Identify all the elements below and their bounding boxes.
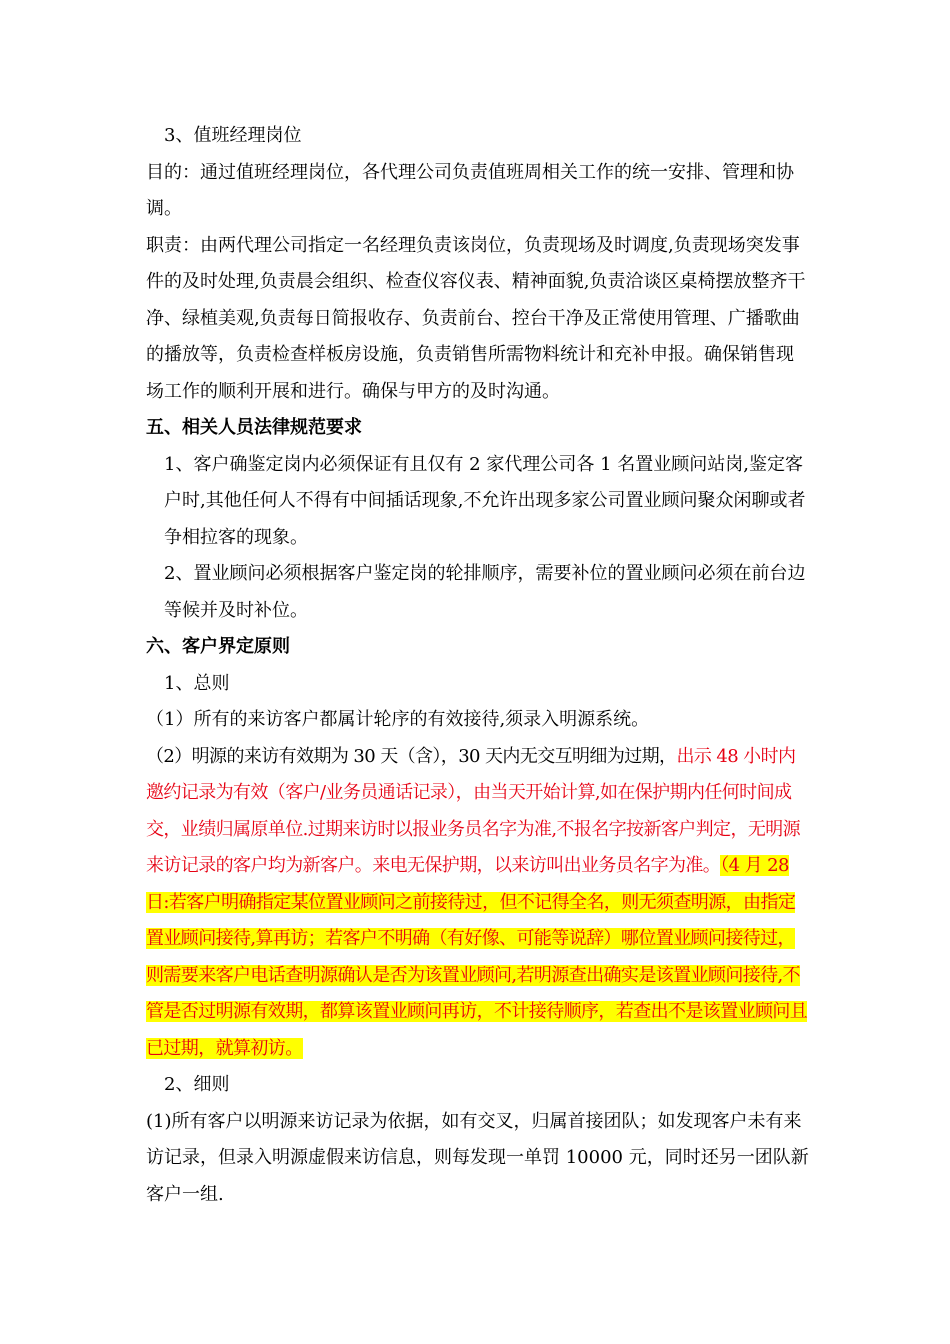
section3-purpose: 目的：通过值班经理岗位，各代理公司负责值班周相关工作的统一安排、管理和协调。 xyxy=(146,161,794,219)
section6-detail-title: 2、细则 xyxy=(164,1074,230,1095)
general-item2-highlighted-note: （4 月 28 日:若客户明确指定某位置业顾问之前接待过，但不记得全名，则无须查明源，由指定置业顾问接待,算再访；若客户不明确（有好像、可能等说辞）哪位置业顾问接待过，则需要来客户电话查明源确认是否为该置业顾问,若明源查出确实是该置业顾问接待,不管是否过明源有效期，都算该置业顾问再访，不计接待顺序，若查出不是该置业顾问且已过期，就算初访。 xyxy=(146,855,808,1059)
section6-general-title: 1、总则 xyxy=(164,672,230,694)
section6-general-item1: （1）所有的来访客户都属计轮序的有效接待,须录入明源系统。 xyxy=(146,709,650,730)
general-item2-text: （2）明源的来访有效期为 30 天（含），30 天内无交互明细为过期， xyxy=(146,745,677,767)
section5-item2: 2、置业顾问必须根据客户鉴定岗的轮排顺序，需要补位的置业顾问必须在前台边等候并及时补位。 xyxy=(164,563,806,621)
section5-item1: 1、客户确鉴定岗内必须保证有且仅有 2 家代理公司各 1 名置业顾问站岗,鉴定客户时,其他任何人不得有中间插话现象,不允许出现多家公司置业顾问聚众闲聊或者争相拉客的现象。 xyxy=(164,453,806,548)
section6-heading: 六、客户界定原则 xyxy=(146,636,290,657)
document-body xyxy=(146,118,810,1213)
section6-detail-item1: (1)所有客户以明源来访记录为依据，如有交叉，归属首接团队；如发现客户未有来访记录，但录入明源虚假来访信息，则每发现一单罚 10000 元，同时还另一团队新客户一组. xyxy=(146,1110,809,1205)
section3-duty: 职责：由两代理公司指定一名经理负责该岗位，负责现场及时调度,负责现场突发事件的及时处理,负责晨会组织、检查仪容仪表、精神面貌,负责洽谈区桌椅摆放整齐干净、绿植美观,负责每日简报收存、负责前台、控台干净及正常使用管理、广播歌曲的播放等，负责检查样板房设施，负责销售所需物料统计和充补申报。确保销售现场工作的顺利开展和进行。确保与甲方的及时沟通。 xyxy=(146,234,806,402)
general-item2-red-text: 出示 48 小时内邀约记录为有效（客户/业务员通话记录），由当天开始计算,如在保护期内任何时间成交，业绩归属原单位.过期来访时以报业务员名字为准,不报名字按新客户判定，无明源来访记录的客户均为新客户。来电无保护期，以来访叫出业务员名字为准。 xyxy=(146,745,801,876)
section5-heading: 五、相关人员法律规范要求 xyxy=(146,417,362,438)
section6-general-item2 xyxy=(146,739,810,1068)
section3-title: 3、值班经理岗位 xyxy=(164,125,302,146)
